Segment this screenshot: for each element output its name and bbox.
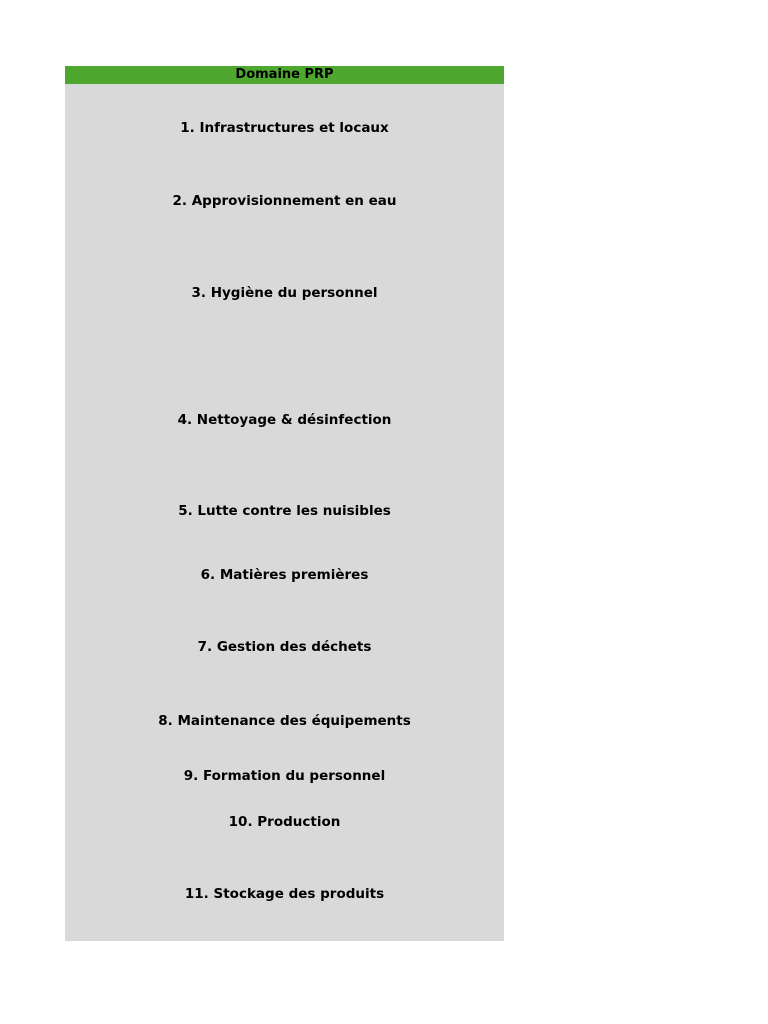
table-cell-hygiene-personnel[interactable]: 3. Hygiène du personnel [191, 285, 378, 301]
table-cell-maintenance-equipements[interactable]: 8. Maintenance des équipements [158, 713, 411, 729]
table-cell-approvisionnement-eau[interactable]: 2. Approvisionnement en eau [172, 193, 397, 209]
table-cell-stockage-produits[interactable]: 11. Stockage des produits [184, 886, 385, 902]
table-cell-nettoyage-desinfection[interactable]: 4. Nettoyage & désinfection [177, 412, 392, 428]
table-cell-matieres-premieres[interactable]: 6. Matières premières [200, 567, 369, 583]
prp-domain-table [65, 66, 504, 941]
table-cell-gestion-dechets[interactable]: 7. Gestion des déchets [197, 639, 372, 655]
table-cell-infrastructures[interactable]: 1. Infrastructures et locaux [180, 120, 389, 136]
table-cell-production[interactable]: 10. Production [228, 814, 341, 830]
table-cell-lutte-nuisibles[interactable]: 5. Lutte contre les nuisibles [178, 503, 391, 519]
table-cell-formation-personnel[interactable]: 9. Formation du personnel [183, 768, 386, 784]
table-header-domaine-prp[interactable]: Domaine PRP [65, 66, 504, 84]
